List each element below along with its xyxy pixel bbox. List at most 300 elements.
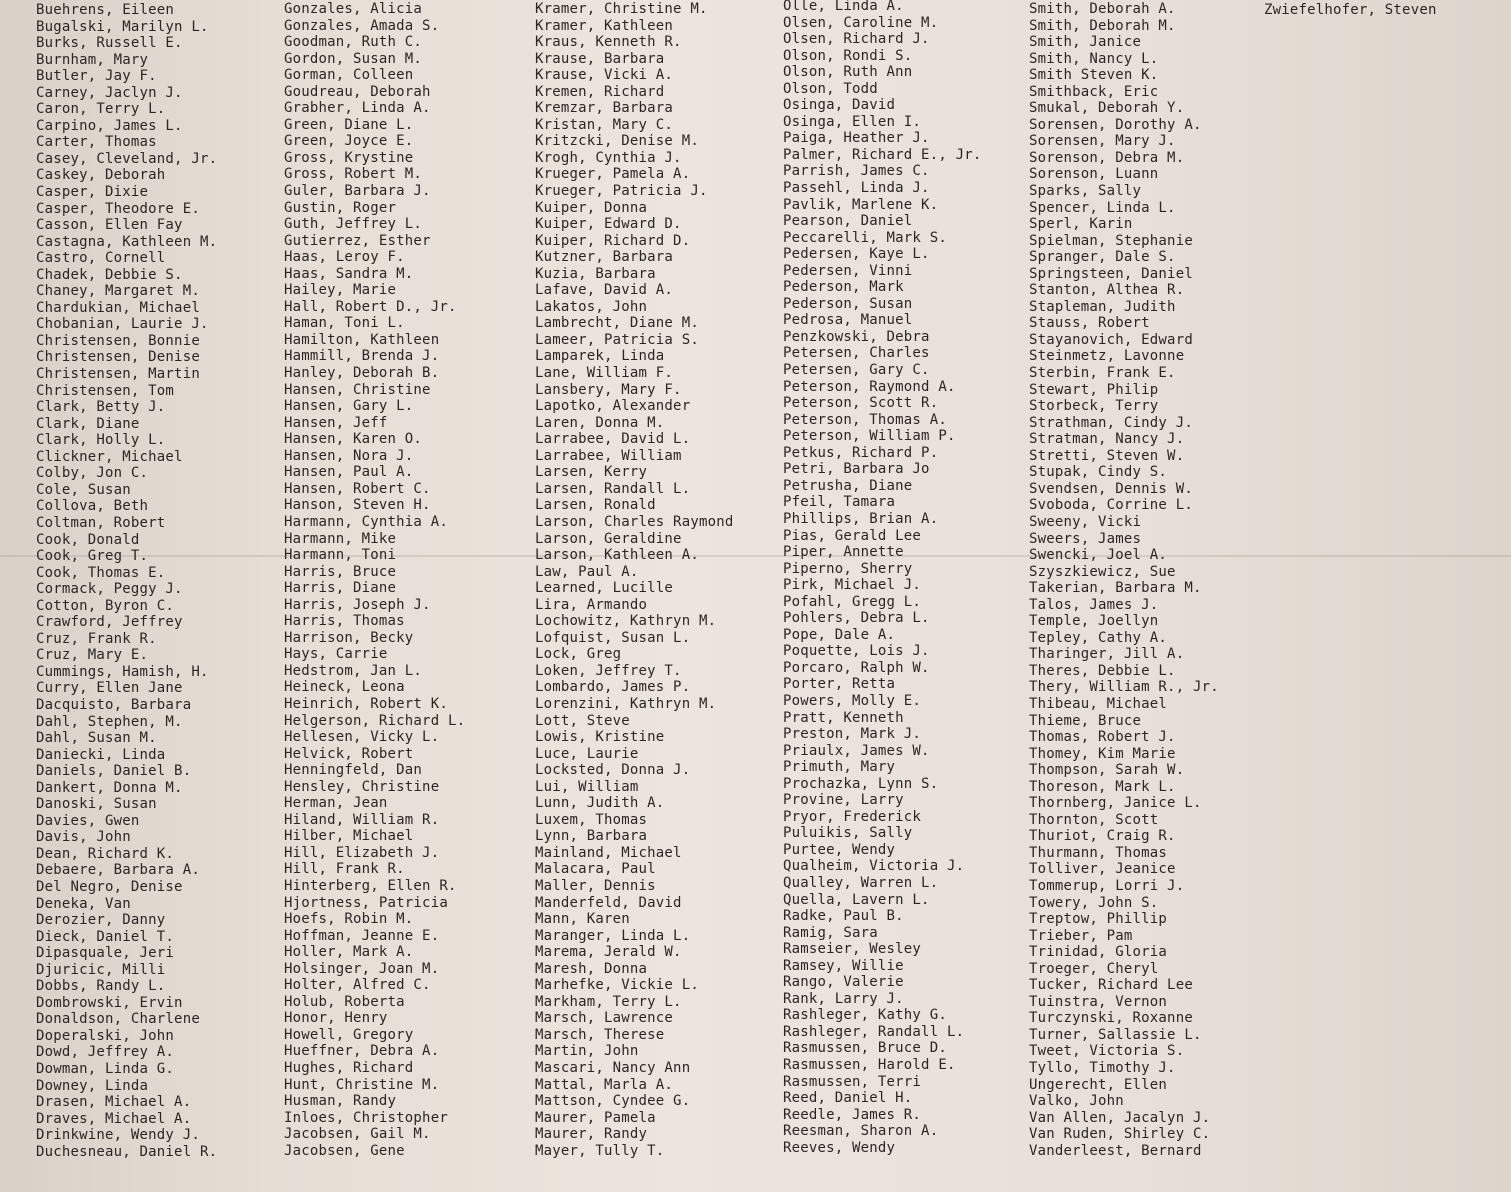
name-entry: Clark, Betty J.: [36, 399, 166, 416]
name-entry: Larson, Charles Raymond: [535, 513, 734, 530]
name-entry: Van Ruden, Shirley C.: [1029, 1126, 1211, 1143]
name-entry: Osinga, Ellen I.: [783, 113, 922, 130]
name-entry: Crawford, Jeffrey: [36, 614, 183, 631]
name-entry: Hansen, Paul A.: [284, 464, 414, 481]
name-entry: Pofahl, Gregg L.: [783, 593, 922, 610]
name-entry: Rasmussen, Terri: [783, 1073, 922, 1090]
name-entry: Peterson, Thomas A.: [783, 411, 947, 428]
name-entry: Marema, Jerald W.: [535, 944, 682, 961]
name-entry: Harmann, Toni: [284, 547, 397, 564]
name-entry: Krogh, Cynthia J.: [535, 149, 682, 166]
name-entry: Powers, Molly E.: [783, 692, 922, 709]
name-entry: Rasmussen, Bruce D.: [783, 1040, 947, 1057]
name-entry: Mattal, Marla A.: [535, 1076, 674, 1093]
name-entry: Cummings, Hamish, H.: [36, 663, 209, 680]
name-entry: Hansen, Karen O.: [284, 431, 423, 448]
name-entry: Gorman, Colleen: [284, 67, 414, 84]
name-entry: Goudreau, Deborah: [284, 83, 431, 100]
name-entry: Thornton, Scott: [1029, 811, 1159, 828]
name-entry: Piperno, Sherry: [783, 560, 913, 577]
name-entry: Caron, Terry L.: [36, 101, 166, 118]
name-entry: Larson, Kathleen A.: [535, 547, 699, 564]
names-column-2: [284, 1, 465, 1159]
name-entry: Purtee, Wendy: [783, 841, 896, 858]
name-entry: Del Negro, Denise: [36, 878, 183, 895]
name-entry: Turczynski, Roxanne: [1029, 1010, 1193, 1027]
name-entry: Harmann, Cynthia A.: [284, 513, 448, 530]
name-entry: Hanson, Steven H.: [284, 497, 431, 514]
name-entry: Springsteen, Daniel: [1029, 265, 1193, 282]
name-entry: Sorensen, Mary J.: [1029, 133, 1176, 150]
name-entry: Gordon, Susan M.: [284, 50, 423, 67]
name-entry: Casson, Ellen Fay: [36, 217, 183, 234]
name-entry: Trinidad, Gloria: [1029, 944, 1168, 961]
name-entry: Thibeau, Michael: [1029, 695, 1168, 712]
name-entry: Jacobsen, Gail M.: [284, 1126, 431, 1143]
name-entry: Kuiper, Edward D.: [535, 216, 682, 233]
name-entry: Zwiefelhofer, Steven: [1264, 2, 1437, 18]
name-entry: Cruz, Frank R.: [36, 630, 157, 647]
name-entry: Marsch, Lawrence: [535, 1010, 674, 1027]
name-entry: Hueffner, Debra A.: [284, 1043, 440, 1060]
name-entry: Olson, Todd: [783, 80, 878, 97]
name-entry: Larson, Geraldine: [535, 530, 682, 547]
name-entry: Strathman, Cindy J.: [1029, 414, 1193, 431]
name-entry: Porcaro, Ralph W.: [783, 659, 930, 676]
name-entry: Krause, Vicki A.: [535, 67, 674, 84]
name-entry: Collova, Beth: [36, 498, 149, 515]
name-entry: Larsen, Kerry: [535, 464, 648, 481]
name-entry: Hedstrom, Jan L.: [284, 662, 423, 679]
name-entry: Tucker, Richard Lee: [1029, 977, 1193, 994]
name-entry: Dahl, Stephen, M.: [36, 713, 183, 730]
name-entry: Pedersen, Vinni: [783, 262, 913, 279]
name-entry: Lochowitz, Kathryn M.: [535, 613, 717, 630]
name-entry: Christensen, Tom: [36, 382, 175, 399]
name-entry: Howell, Gregory: [284, 1026, 414, 1043]
name-entry: Tommerup, Lorri J.: [1029, 877, 1185, 894]
name-entry: Osinga, David: [783, 97, 896, 114]
name-entry: Herman, Jean: [284, 795, 388, 812]
name-entry: Smith, Deborah A.: [1029, 1, 1176, 17]
name-entry: Lott, Steve: [535, 712, 630, 729]
name-entry: Svendsen, Dennis W.: [1029, 480, 1193, 497]
name-entry: Stayanovich, Edward: [1029, 331, 1193, 348]
name-entry: Grabher, Linda A.: [284, 100, 431, 117]
names-column-5: [1029, 1, 1219, 1159]
name-entry: Priaulx, James W.: [783, 742, 930, 759]
name-entry: Hunt, Christine M.: [284, 1076, 440, 1093]
name-entry: Qualheim, Victoria J.: [783, 858, 965, 875]
name-entry: Penzkowski, Debra: [783, 328, 930, 345]
name-entry: Stretti, Steven W.: [1029, 447, 1185, 464]
name-entry: Larsen, Ronald: [535, 497, 656, 514]
name-entry: Storbeck, Terry: [1029, 398, 1159, 415]
name-entry: Olsen, Richard J.: [783, 31, 930, 48]
name-entry: Casper, Theodore E.: [36, 200, 200, 217]
name-entry: Clark, Diane: [36, 415, 140, 432]
name-entry: Christensen, Bonnie: [36, 332, 200, 349]
name-entry: Maurer, Randy: [535, 1126, 648, 1143]
name-entry: Maresh, Donna: [535, 960, 648, 977]
name-entry: Radke, Paul B.: [783, 908, 904, 925]
name-entry: Haas, Sandra M.: [284, 265, 414, 282]
name-entry: Heinrich, Robert K.: [284, 695, 448, 712]
name-entry: Larsen, Randall L.: [535, 480, 691, 497]
name-entry: Temple, Joellyn: [1029, 613, 1159, 630]
name-entry: Downey, Linda: [36, 1077, 149, 1094]
name-entry: Sterbin, Frank E.: [1029, 365, 1176, 382]
name-entry: Tolliver, Jeanice: [1029, 861, 1176, 878]
name-entry: Chardukian, Michael: [36, 299, 200, 316]
name-entry: Loken, Jeffrey T.: [535, 662, 682, 679]
name-entry: Carney, Jaclyn J.: [36, 84, 183, 101]
name-entry: Chobanian, Laurie J.: [36, 316, 209, 333]
name-entry: Kramer, Kathleen: [535, 17, 674, 34]
name-entry: Stapleman, Judith: [1029, 298, 1176, 315]
name-entry: Pedrosa, Manuel: [783, 312, 913, 329]
name-entry: Law, Paul A.: [535, 563, 639, 580]
name-entry: Cook, Thomas E.: [36, 564, 166, 581]
name-entry: Peccarelli, Mark S.: [783, 229, 947, 246]
name-entry: Thieme, Bruce: [1029, 712, 1142, 729]
name-entry: Spranger, Dale S.: [1029, 249, 1176, 266]
name-entry: Sparks, Sally: [1029, 183, 1142, 200]
name-entry: Thomey, Kim Marie: [1029, 745, 1176, 762]
name-entry: Gutierrez, Esther: [284, 232, 431, 249]
name-entry: Svoboda, Corrine L.: [1029, 497, 1193, 514]
name-entry: Hammill, Brenda J.: [284, 348, 440, 365]
name-entry: Lameer, Patricia S.: [535, 331, 699, 348]
name-entry: Reedle, James R.: [783, 1106, 922, 1123]
name-entry: Clark, Holly L.: [36, 432, 166, 449]
name-entry: Caskey, Deborah: [36, 167, 166, 184]
name-entry: Lowis, Kristine: [535, 729, 665, 746]
names-column-4: [783, 0, 981, 1156]
name-entry: Heineck, Leona: [284, 679, 405, 696]
name-entry: Pohlers, Debra L.: [783, 610, 930, 627]
name-entry: Sweers, James: [1029, 530, 1142, 547]
name-entry: Peterson, Raymond A.: [783, 378, 956, 395]
name-entry: Petrusha, Diane: [783, 477, 913, 494]
name-entry: Primuth, Mary: [783, 759, 896, 776]
name-entry: Lock, Greg: [535, 646, 622, 663]
name-entry: Dankert, Donna M.: [36, 779, 183, 796]
name-entry: Holter, Alfred C.: [284, 977, 431, 994]
name-entry: Sweeny, Vicki: [1029, 513, 1142, 530]
name-entry: Peterson, Scott R.: [783, 395, 939, 412]
name-entry: Donaldson, Charlene: [36, 1011, 200, 1028]
name-entry: Puluikis, Sally: [783, 825, 913, 842]
name-entry: Pfeil, Tamara: [783, 494, 896, 511]
name-entry: Trieber, Pam: [1029, 927, 1133, 944]
name-entry: Drinkwine, Wendy J.: [36, 1127, 200, 1144]
name-entry: Rashleger, Kathy G.: [783, 1007, 947, 1024]
name-entry: Vanderleest, Bernard: [1029, 1142, 1202, 1159]
name-entry: Hiland, William R.: [284, 811, 440, 828]
name-entry: Doperalski, John: [36, 1027, 175, 1044]
name-entry: Pratt, Kenneth: [783, 709, 904, 726]
name-entry: Chadek, Debbie S.: [36, 266, 183, 283]
name-entry: Harris, Joseph J.: [284, 596, 431, 613]
name-entry: Ungerecht, Ellen: [1029, 1076, 1168, 1093]
name-entry: Krause, Barbara: [535, 50, 665, 67]
name-entry: Deneka, Van: [36, 895, 131, 912]
name-entry: Stanton, Althea R.: [1029, 282, 1185, 299]
name-entry: Cook, Greg T.: [36, 548, 149, 565]
name-entry: Coltman, Robert: [36, 514, 166, 531]
name-entry: Paiga, Heather J.: [783, 130, 930, 147]
names-column-3: [535, 1, 733, 1159]
name-entry: Dacquisto, Barbara: [36, 696, 192, 713]
name-entry: Maurer, Pamela: [535, 1109, 656, 1126]
name-entry: Harris, Thomas: [284, 613, 405, 630]
name-entry: Maranger, Linda L.: [535, 927, 691, 944]
name-entry: Lombardo, James P.: [535, 679, 691, 696]
name-entry: Hansen, Jeff: [284, 414, 388, 431]
name-entry: Pope, Dale A.: [783, 626, 896, 643]
name-entry: Honor, Henry: [284, 1010, 388, 1027]
name-entry: Kraus, Kenneth R.: [535, 34, 682, 51]
name-entry: Mainland, Michael: [535, 844, 682, 861]
name-entry: Kramer, Christine M.: [535, 1, 708, 17]
name-entry: Luxem, Thomas: [535, 811, 648, 828]
name-entry: Hensley, Christine: [284, 778, 440, 795]
name-entry: Gonzales, Amada S.: [284, 17, 440, 34]
name-entry: Qualley, Warren L.: [783, 874, 939, 891]
name-entry: Rank, Larry J.: [783, 990, 904, 1007]
name-entry: Steinmetz, Lavonne: [1029, 348, 1185, 365]
name-entry: Hoefs, Robin M.: [284, 911, 414, 928]
name-entry: Hansen, Robert C.: [284, 480, 431, 497]
name-entry: Hellesen, Vicky L.: [284, 729, 440, 746]
name-entry: Dobbs, Randy L.: [36, 978, 166, 995]
name-entry: Phillips, Brian A.: [783, 510, 939, 527]
name-entry: Helvick, Robert: [284, 745, 414, 762]
name-entry: Husman, Randy: [284, 1093, 397, 1110]
name-entry: Lansbery, Mary F.: [535, 381, 682, 398]
name-entry: Porter, Retta: [783, 676, 896, 693]
name-entry: Rashleger, Randall L.: [783, 1023, 965, 1040]
name-entry: Marsch, Therese: [535, 1026, 665, 1043]
name-entry: Thornberg, Janice L.: [1029, 795, 1202, 812]
name-entry: Cormack, Peggy J.: [36, 581, 183, 598]
name-entry: Sorenson, Luann: [1029, 166, 1159, 183]
name-entry: Manderfeld, David: [535, 894, 682, 911]
name-entry: Valko, John: [1029, 1093, 1124, 1110]
name-entry: Rasmussen, Harold E.: [783, 1057, 956, 1073]
name-entry: Gustin, Roger: [284, 199, 397, 216]
name-entry: Haas, Leroy F.: [284, 249, 405, 266]
name-entry: Danoski, Susan: [36, 796, 157, 813]
name-entry: Turner, Sallassie L.: [1029, 1026, 1202, 1043]
name-entry: Mattson, Cyndee G.: [535, 1093, 691, 1110]
name-entry: Lynn, Barbara: [535, 828, 648, 845]
name-entry: Curry, Ellen Jane: [36, 680, 183, 697]
name-entry: Carpino, James L.: [36, 117, 183, 134]
name-entry: Pederson, Mark: [783, 279, 904, 296]
name-entry: Olsen, Caroline M.: [783, 14, 939, 31]
name-entry: Chaney, Margaret M.: [36, 283, 200, 300]
name-entry: Henningfeld, Dan: [284, 762, 423, 779]
name-entry: Carter, Thomas: [36, 134, 157, 151]
name-entry: Spencer, Linda L.: [1029, 199, 1176, 216]
name-entry: Olson, Ruth Ann: [783, 64, 913, 81]
name-entry: Stratman, Nancy J.: [1029, 431, 1185, 448]
name-entry: Cotton, Byron C.: [36, 597, 175, 614]
name-entry: Prochazka, Lynn S.: [783, 775, 939, 792]
name-entry: Lapotko, Alexander: [535, 398, 691, 415]
name-entry: Kremzar, Barbara: [535, 100, 674, 117]
name-entry: Kremen, Richard: [535, 83, 665, 100]
name-entry: Peterson, William P.: [783, 428, 956, 445]
name-entry: Hinterberg, Ellen R.: [284, 877, 457, 894]
name-entry: Gross, Krystine: [284, 149, 414, 166]
name-entry: Kritzcki, Denise M.: [535, 133, 699, 150]
name-entry: Ramseier, Wesley: [783, 941, 922, 958]
name-entry: Smith, Janice: [1029, 34, 1142, 51]
name-entry: Mayer, Tully T.: [535, 1142, 665, 1159]
name-entry: Smithback, Eric: [1029, 83, 1159, 100]
name-entry: Talos, James J.: [1029, 596, 1159, 613]
name-entry: Smith Steven K.: [1029, 67, 1159, 84]
name-entry: Takerian, Barbara M.: [1029, 580, 1202, 597]
name-entry: Hamilton, Kathleen: [284, 331, 440, 348]
name-entry: Petersen, Gary C.: [783, 362, 930, 379]
name-entry: Guler, Barbara J.: [284, 183, 431, 200]
name-entry: Smukal, Deborah Y.: [1029, 100, 1185, 117]
name-entry: Lofquist, Susan L.: [535, 629, 691, 646]
name-entry: Cook, Donald: [36, 531, 140, 548]
name-entry: Kutzner, Barbara: [535, 249, 674, 266]
name-entry: Piper, Annette: [783, 544, 904, 561]
name-entry: Guth, Jeffrey L.: [284, 216, 423, 233]
name-entry: Hughes, Richard: [284, 1060, 414, 1076]
name-entry: Hansen, Christine: [284, 381, 431, 398]
names-column-1: [36, 2, 217, 1160]
name-entry: Szyszkiewicz, Sue: [1029, 563, 1176, 580]
name-entry: Pederson, Susan: [783, 295, 913, 312]
name-entry: Thuriot, Craig R.: [1029, 828, 1176, 845]
name-entry: Hill, Elizabeth J.: [284, 844, 440, 861]
name-entry: Djuricic, Milli: [36, 961, 166, 978]
name-entry: Cruz, Mary E.: [36, 647, 149, 664]
name-entry: Troeger, Cheryl: [1029, 960, 1159, 977]
name-entry: Olle, Linda A.: [783, 0, 904, 14]
name-entry: Dean, Richard K.: [36, 845, 175, 862]
name-entry: Sperl, Karin: [1029, 216, 1133, 233]
name-entry: Petersen, Charles: [783, 345, 930, 362]
name-entry: Sorenson, Debra M.: [1029, 149, 1185, 166]
name-entry: Buehrens, Eileen: [36, 2, 175, 18]
name-entry: Davis, John: [36, 829, 131, 846]
name-entry: Pias, Gerald Lee: [783, 527, 922, 544]
name-entry: Lafave, David A.: [535, 282, 674, 299]
name-entry: Goodman, Ruth C.: [284, 34, 423, 51]
name-entry: Castro, Cornell: [36, 250, 166, 267]
name-entry: Kuiper, Donna: [535, 199, 648, 216]
name-entry: Olson, Rondi S.: [783, 47, 913, 64]
name-entry: Hjortness, Patricia: [284, 894, 448, 911]
name-entry: Dipasquale, Jeri: [36, 945, 175, 962]
name-entry: Tuinstra, Vernon: [1029, 993, 1168, 1010]
name-entry: Locksted, Donna J.: [535, 762, 691, 779]
name-entry: Van Allen, Jacalyn J.: [1029, 1109, 1211, 1126]
name-entry: Luce, Laurie: [535, 745, 639, 762]
name-entry: Thery, William R., Jr.: [1029, 679, 1219, 696]
name-entry: Reeves, Wendy: [783, 1139, 896, 1156]
name-entry: Stauss, Robert: [1029, 315, 1150, 332]
name-entry: Tweet, Victoria S.: [1029, 1043, 1185, 1060]
name-entry: Harris, Diane: [284, 580, 397, 597]
name-entry: Maller, Dennis: [535, 877, 656, 894]
name-entry: Christensen, Martin: [36, 366, 200, 383]
name-entry: Thompson, Sarah W.: [1029, 762, 1185, 779]
name-entry: Hays, Carrie: [284, 646, 388, 663]
name-entry: Ramig, Sara: [783, 924, 878, 941]
name-entry: Towery, John S.: [1029, 894, 1159, 911]
name-entry: Stupak, Cindy S.: [1029, 464, 1168, 481]
name-entry: Tyllo, Timothy J.: [1029, 1060, 1176, 1076]
name-entry: Burnham, Mary: [36, 51, 149, 68]
name-entry: Thoreson, Mark L.: [1029, 778, 1176, 795]
name-entry: Learned, Lucille: [535, 580, 674, 597]
name-entry: Markham, Terry L.: [535, 993, 682, 1010]
name-entry: Martin, John: [535, 1043, 639, 1060]
name-entry: Hansen, Nora J.: [284, 447, 414, 464]
name-entry: Holsinger, Joan M.: [284, 960, 440, 977]
name-entry: Hoffman, Jeanne E.: [284, 927, 440, 944]
name-entry: Gonzales, Alicia: [284, 1, 423, 17]
name-entry: Hanley, Deborah B.: [284, 365, 440, 382]
name-entry: Hill, Frank R.: [284, 861, 405, 878]
name-entry: Pearson, Daniel: [783, 213, 913, 230]
name-entry: Dieck, Daniel T.: [36, 928, 175, 945]
name-entry: Lane, William F.: [535, 365, 674, 382]
name-entry: Preston, Mark J.: [783, 726, 922, 743]
name-entry: Krueger, Pamela A.: [535, 166, 691, 183]
name-entry: Draves, Michael A.: [36, 1110, 192, 1127]
name-entry: Malacara, Paul: [535, 861, 656, 878]
name-entry: Mann, Karen: [535, 911, 630, 928]
name-entry: Dowd, Jeffrey A.: [36, 1044, 175, 1061]
name-entry: Lakatos, John: [535, 298, 648, 315]
name-entry: Daniels, Daniel B.: [36, 763, 192, 780]
name-entry: Treptow, Phillip: [1029, 911, 1168, 928]
name-entry: Smith, Deborah M.: [1029, 17, 1176, 34]
name-entry: Larrabee, David L.: [535, 431, 691, 448]
name-entry: Thomas, Robert J.: [1029, 729, 1176, 746]
name-entry: Tepley, Cathy A.: [1029, 629, 1168, 646]
name-entry: Gross, Robert M.: [284, 166, 423, 183]
name-entry: Dombrowski, Ervin: [36, 994, 183, 1011]
name-entry: Lira, Armando: [535, 596, 648, 613]
name-entry: Rango, Valerie: [783, 974, 904, 991]
name-entry: Kuiper, Richard D.: [535, 232, 691, 249]
name-entry: Marhefke, Vickie L.: [535, 977, 699, 994]
name-entry: Jacobsen, Gene: [284, 1142, 405, 1159]
name-entry: Poquette, Lois J.: [783, 643, 930, 660]
name-entry: Theres, Debbie L.: [1029, 662, 1176, 679]
name-entry: Sorensen, Dorothy A.: [1029, 116, 1202, 133]
name-entry: Pirk, Michael J.: [783, 577, 922, 594]
name-entry: Lui, William: [535, 778, 639, 795]
name-entry: Cole, Susan: [36, 481, 131, 498]
name-entry: Casper, Dixie: [36, 184, 149, 201]
name-entry: Green, Joyce E.: [284, 133, 414, 150]
name-entry: Harmann, Mike: [284, 530, 397, 547]
name-entry: Hall, Robert D., Jr.: [284, 298, 457, 315]
